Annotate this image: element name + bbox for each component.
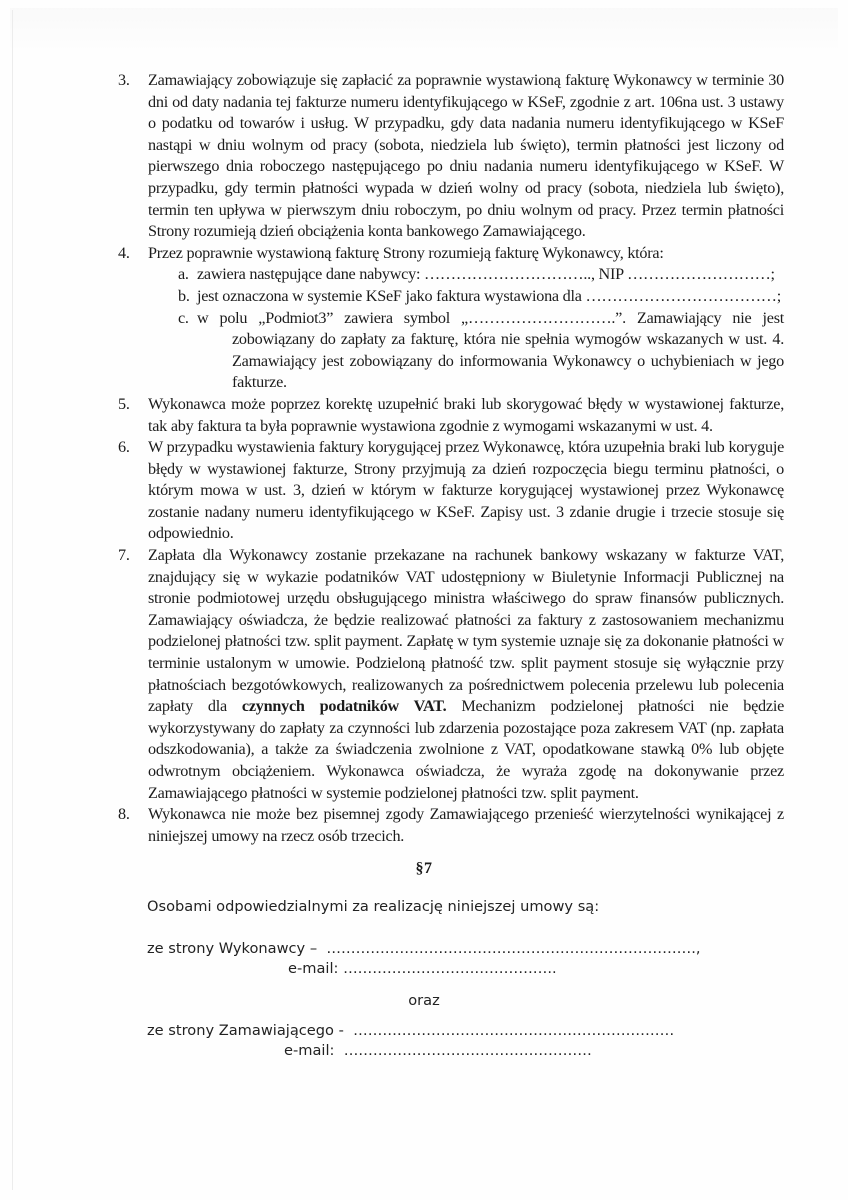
- scan-page-edge: [12, 10, 13, 1190]
- clause-text: Zamawiający zobowiązuje się zapłacić za poprawnie wystawioną fakturę Wykonawcy w terminie 30 dni od daty nadania tej fakturze numeru identyfikującego w KSeF, zgodnie z art. 106na ust. 3 ustawy o podatku od towarów i usług. W przypadku, gdy data nadania numeru identyfikującego w KSeF nastąpi w dniu wolnym od pracy (sobota, niedziela lub święto), termin płatności jest liczony od pierwszego dnia roboczego następującego po dniu nadania numeru identyfikującego w KSeF. W przypadku, gdy termin płatności wypada w dzień wolny od pracy (sobota, niedziela lub święto), termin ten upływa w pierwszym dniu roboczym, po dniu wolnym od pracy. Przez termin płatności Strony rozumieją dzień obciążenia konta bankowego Zamawiającego.: [148, 71, 784, 241]
- clause-item-8: [118, 804, 784, 847]
- clause-text: W przypadku wystawienia faktury korygującej przez Wykonawcę, która uzupełnia braki lub koryguje błędy w wystawionej fakturze, Strony przyjmują za dzień rozpoczęcia biegu terminu płatności, o którym mowa w ust. 3, dzień w którym w fakturze korygującej wystawionej przez Wykonawcę zostanie nadany numeru identyfikującego w KSeF. Zapisy ust. 3 zdanie drugie i trzecie stosuje się odpowiednio.: [148, 438, 784, 543]
- section-intro: Osobami odpowiedzialnymi za realizację niniejszej umowy są:: [147, 898, 600, 915]
- clause-number: 3.: [118, 71, 130, 89]
- subclause-item-a: [178, 264, 784, 286]
- clause-text-part: Zapłata dla Wykonawcy zostanie przekazane na rachunek bankowy wskazany w fakturze VAT, znajdujący się w wykazie podatników VAT udostępniony w Biuletynie Informacji Publicznej na stronie podmiotowej urzędu obsługującego ministra właściwego do spraw finansów publicznych. Zamawiający oświadcza, że będzie realizować płatności za faktury z zastosowaniem mechanizmu podzielonej płatności tzw. split payment. Zapłatę w tym systemie uznaje się za dokonanie płatności w terminie ustalonym w umowie. Podzieloną płatność tzw. split payment stosuje się wyłącznie przy płatnościach bezgotówkowych, realizowanych za pośrednictwem polecenia przelewu lub polecenia zapłaty dla: [148, 546, 784, 716]
- clause-text: Wykonawca nie może bez pisemnej zgody Zamawiającego przenieść wierzytelności wynikającej z niniejszej umowy na rzecz osób trzecich.: [148, 805, 784, 845]
- subclause-text-first-line: w polu „Podmiot3” zawiera symbol „……………………….”. Zamawiający nie jest: [197, 308, 784, 327]
- clause-number: 8.: [118, 805, 130, 824]
- subclause-text-continuation: zobowiązany do zapłaty za fakturę, która nie spełnia wymogów wskazanych w ust. 4. Zamawiający jest zobowiązany do informowania Wykonawcy o uchybieniach w jego fakturze.: [232, 330, 784, 392]
- clause-text-part: Mechanizm podzielonej płatności nie będzie wykorzystywany do zapłaty za czynności lub zdarzenia pozostające poza zakresem VAT (np. zapłata odszkodowania), a także za świadczenia zwolnione z VAT, opodatkowane stawką 0% lub objęte odwrotnym obciążeniem. Wykonawca oświadcza, że wyraża zgodę na dokonywanie przez Zamawiającego płatności w systemie podzielonej płatności tzw. split payment.: [148, 697, 785, 802]
- subclause-item-c: [178, 308, 784, 394]
- subclause-item-b: [178, 286, 784, 308]
- section-heading: §7: [415, 860, 433, 877]
- clause-number: 5.: [118, 394, 130, 413]
- clause-item-5: [118, 394, 784, 437]
- clause-number: 6.: [118, 438, 130, 457]
- contract-payment-clauses: [118, 70, 784, 847]
- clause-number: 4.: [118, 243, 130, 262]
- clause-text: Przez poprawnie wystawioną fakturę Strony rozumieją fakturę Wykonawcy, która:: [148, 243, 664, 262]
- contractor-email-line: e-mail: ……………………………………..: [288, 960, 557, 977]
- clause-item-4: [118, 243, 784, 394]
- scan-bleed-through: [10, 8, 838, 48]
- subclause-list: [148, 264, 784, 394]
- clause-text: Wykonawca może poprzez korektę uzupełnić braki lub skorygować błędy w wystawionej fakturze, tak aby faktura ta była poprawnie wystawiona zgodnie z wymogami wskazanymi w ust. 4.: [148, 394, 784, 435]
- subclause-letter: b.: [178, 286, 190, 305]
- clause-text: [148, 545, 784, 804]
- bold-emphasis: czynnych podatników VAT.: [241, 697, 447, 716]
- clause-item-6: [118, 437, 784, 545]
- subclause-text: jest oznaczona w systemie KSeF jako faktura wystawiona dla ………………………………;: [197, 286, 781, 305]
- client-email-line: e-mail: ……………………………………………: [284, 1042, 592, 1059]
- clause-item-3: [118, 70, 784, 243]
- contractor-representative-line: ze strony Wykonawcy – ………………………………………………………………….,: [147, 940, 701, 957]
- subclause-text: zawiera następujące dane nabywcy: ………………………….., NIP ………………………;: [197, 265, 775, 284]
- subclause-letter: a.: [178, 265, 189, 284]
- clause-list: [118, 70, 784, 847]
- clause-number: 7.: [118, 546, 130, 565]
- conjunction-text: oraz: [408, 992, 440, 1009]
- clause-item-7: [118, 545, 784, 804]
- client-representative-line: ze strony Zamawiającego - …………………………………………………………: [147, 1022, 675, 1039]
- subclause-letter: c.: [178, 308, 189, 327]
